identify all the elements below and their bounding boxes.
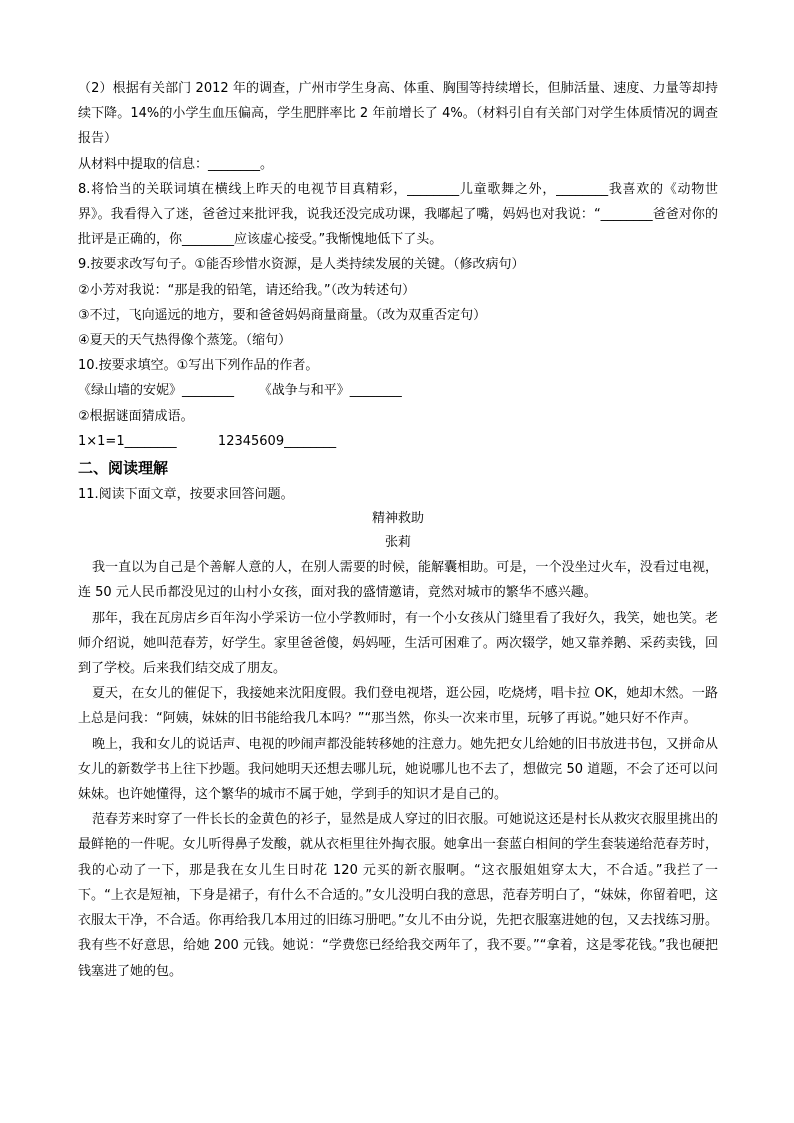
article-title-block	[78, 507, 718, 555]
q10-riddles: 1×1=1________ 12345609________	[78, 433, 337, 449]
q9-sentence-2: ②小芳对我说：“那是我的铅笔，请还给我。”（改为转述句）	[78, 282, 416, 298]
article-paragraph: 我一直以为自己是个善解人意的人，在别人需要的时候，能解囊相助。可是，一个没坐过火车，没看过电视，连 50 元人民币都没见过的山村小女孩，面对我的盛情邀请，竟然对城市的繁华不感兴趣。	[78, 560, 718, 601]
q8-paragraph: 8.将恰当的关联词填在横线上昨天的电视节目真精彩，________儿童歌舞之外，________我喜欢的《动物世界》。我看得入了迷，爸爸过来批评我，说我还没完成功课，我嘟起了嘴，妈妈也对我说：“________爸爸对你的批评是正确的，你________应该虚心接受。”我惭愧地低下了头。	[78, 181, 718, 248]
q10-works: 《绿山墙的安妮》________ 《战争与和平》________	[78, 383, 402, 399]
document-content	[78, 76, 718, 984]
q9-sentence-3: ③不过，飞向遥远的地方，要和爸爸妈妈商量商量。（改为双重否定句）	[78, 307, 487, 323]
q9-stem: 9.按要求改写句子。①能否珍惜水资源，是人类持续发展的关键。（修改病句）	[78, 257, 525, 273]
section-heading-reading: 二、阅读理解	[78, 459, 169, 478]
q11-stem: 11.阅读下面文章，按要求回答问题。	[78, 487, 294, 503]
article-title: 精神救助	[371, 511, 424, 527]
q10-stem: 10.按要求填空。①写出下列作品的作者。	[78, 358, 319, 374]
article-author: 张莉	[384, 535, 411, 551]
q9-sentence-4: ④夏天的天气热得像个蒸笼。（缩句）	[78, 333, 292, 349]
article-paragraph: 那年，我在瓦房店乡百年沟小学采访一位小学教师时，有一个小女孩从门缝里看了我好久，我笑，她也笑。老师介绍说，她叫范春芳，好学生。家里爸爸傻，妈妈哑，生活可困难了。两次辍学，她又靠养鹅、采药卖钱，回到了学校。后来我们结交成了朋友。	[78, 610, 718, 677]
article-paragraph: 晚上，我和女儿的说话声、电视的吵闹声都没能转移她的注意力。她先把女儿给她的旧书放进书包，又拼命从女儿的新数学书上往下抄题。我问她明天还想去哪儿玩，她说哪儿也不去了，想做完 50 道题，不会了还可以问妹妹。也许她懂得，这个繁华的城市不属于她，学到手的知识才是自己的。	[78, 736, 718, 803]
article-paragraph: 夏天，在女儿的催促下，我接她来沈阳度假。我们登电视塔，逛公园，吃烧烤，唱卡拉 OK，她却木然。一路上总是问我：“阿姨，妹妹的旧书能给我几本吗？”“那当然，你头一次来市里，玩够了再说。”她只好不作声。	[78, 686, 718, 727]
q7-item2-paragraph: （2）根据有关部门 2012 年的调查，广州市学生身高、体重、胸围等持续增长，但肺活量、速度、力量等却持续下降。14%的小学生血压偏高，学生肥胖率比 2 年前增长了 4%。（材料引自有关部门对学生体质情况的调查报告）	[78, 81, 718, 147]
q10-riddle-stem: ②根据谜面猜成语。	[78, 408, 194, 424]
q7-extract-prompt: 从材料中提取的信息：________。	[78, 156, 274, 172]
article-paragraph: 范春芳来时穿了一件长长的金黄色的衫子，显然是成人穿过的旧衣服。可她说这还是村长从救灾衣服里挑出的最鲜艳的一件呢。女儿听得鼻子发酸，就从衣柜里往外掏衣服。她拿出一套蓝白相间的学生套装递给范春芳时，我的心动了一下，那是我在女儿生日时花 120 元买的新衣服啊。“这衣服姐姐穿太大，不合适。”我拦了一下。“上衣是短袖，下身是裙子，有什么不合适的。”女儿没明白我的意思，范春芳明白了，“妹妹，你留着吧，这衣服太干净，不合适。你再给我几本用过的旧练习册吧。”女儿不由分说，先把衣服塞进她的包，又去找练习册。我有些不好意思，给她 200 元钱。她说：“学费您已经给我交两年了，我不要。”“拿着，这是零花钱。”我也硬把钱塞进了她的包。	[78, 812, 718, 979]
